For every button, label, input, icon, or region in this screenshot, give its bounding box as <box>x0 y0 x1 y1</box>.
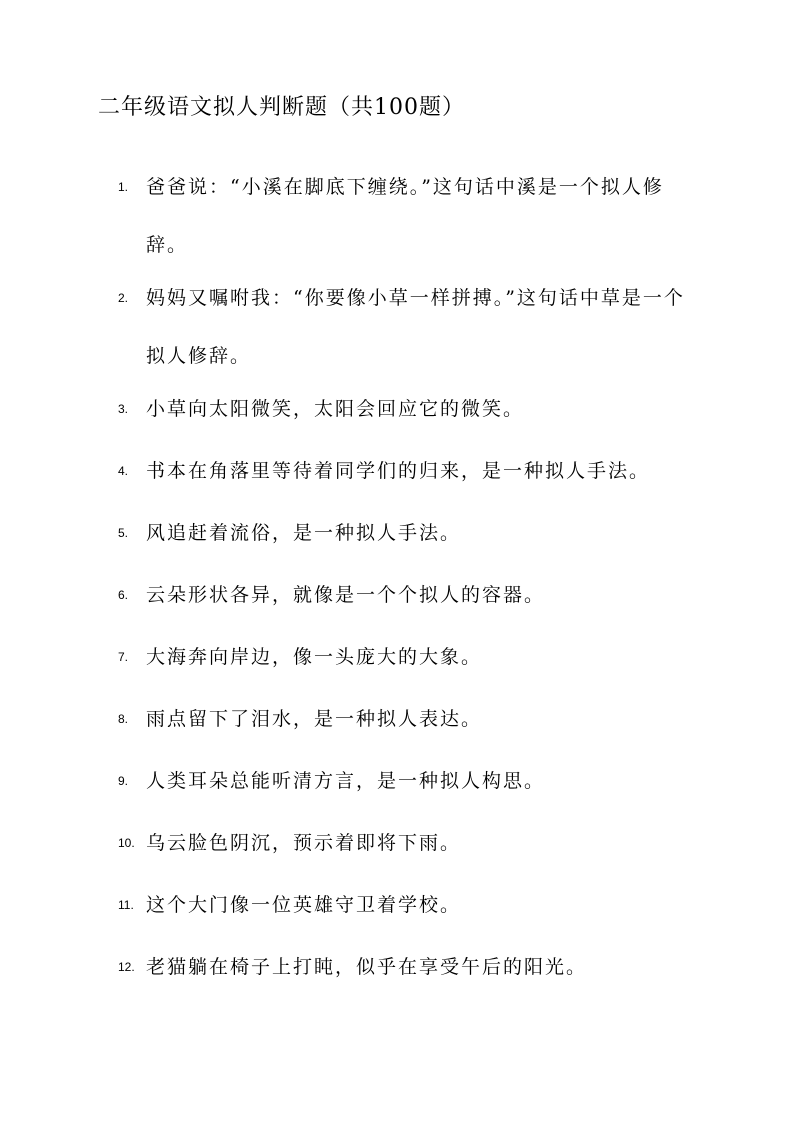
question-item <box>118 394 708 438</box>
question-text: 书本在角落里等待着同学们的归来，是一种拟人手法。 <box>146 460 651 482</box>
question-item <box>118 828 708 872</box>
question-text: 云朵形状各异，就像是一个个拟人的容器。 <box>146 584 546 606</box>
question-number: 9. <box>118 774 129 788</box>
question-item <box>118 456 708 500</box>
question-text: 雨点留下了泪水，是一种拟人表达。 <box>146 708 483 730</box>
question-item <box>118 890 708 934</box>
question-item <box>118 766 708 810</box>
question-item <box>118 952 708 996</box>
question-text: 乌云脸色阴沉，预示着即将下雨。 <box>146 832 462 854</box>
question-number: 10. <box>118 836 135 850</box>
question-item <box>118 704 708 748</box>
question-text: 人类耳朵总能听清方言，是一种拟人构思。 <box>146 770 546 792</box>
question-number: 6. <box>118 588 129 602</box>
question-number: 4. <box>118 464 129 478</box>
question-text: 这个大门像一位英雄守卫着学校。 <box>146 894 462 916</box>
question-number: 2. <box>118 291 129 305</box>
question-item <box>118 283 708 385</box>
question-number: 11. <box>118 898 134 912</box>
question-item <box>118 580 708 624</box>
question-text: 老猫躺在椅子上打盹，似乎在享受午后的阳光。 <box>146 956 588 978</box>
question-item <box>118 172 708 274</box>
question-text: 爸爸说：“小溪在脚底下缠绕。”这句话中溪是一个拟人修辞。 <box>146 176 664 256</box>
question-number: 3. <box>118 402 129 416</box>
question-text: 风追赶着流俗，是一种拟人手法。 <box>146 522 462 544</box>
page-title: 二年级语文拟人判断题（共100题） <box>98 95 465 120</box>
question-item <box>118 518 708 562</box>
question-number: 1. <box>118 180 129 194</box>
question-text: 小草向太阳微笑，太阳会回应它的微笑。 <box>146 398 525 420</box>
question-number: 7. <box>118 650 129 664</box>
question-text: 大海奔向岸边，像一头庞大的大象。 <box>146 646 483 668</box>
question-item <box>118 642 708 686</box>
question-number: 8. <box>118 712 129 726</box>
question-number: 5. <box>118 526 129 540</box>
question-number: 12. <box>118 960 135 974</box>
question-text: 妈妈又嘱咐我：“你要像小草一样拼搏。”这句话中草是一个拟人修辞。 <box>146 287 685 367</box>
